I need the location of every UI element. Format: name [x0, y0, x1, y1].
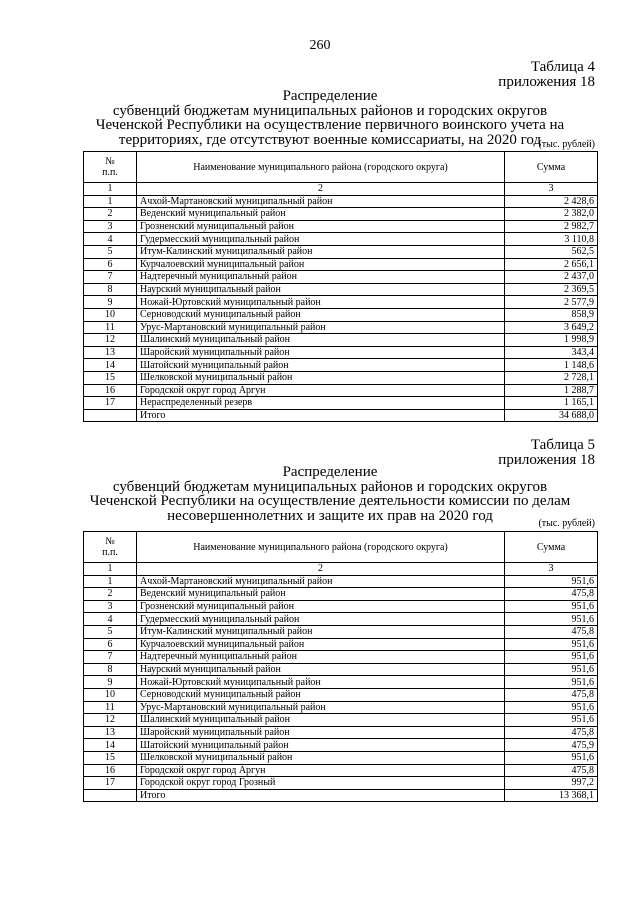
- table5: [83, 531, 598, 802]
- row-name: Городской округ город Аргун: [137, 764, 505, 777]
- row-name: Гудермесский муниципальный район: [137, 233, 505, 246]
- table-row: [84, 359, 598, 372]
- table4-header-row: [84, 152, 598, 183]
- row-number: 1: [84, 195, 137, 208]
- table5-caption: [498, 438, 595, 468]
- row-name: Серноводский муниципальный район: [137, 688, 505, 701]
- row-sum: 2 656,1: [505, 258, 598, 271]
- table-row: [84, 588, 598, 601]
- row-name: Ачхой-Мартановский муниципальный район: [137, 575, 505, 588]
- row-sum: 475,8: [505, 688, 598, 701]
- colnum: 2: [137, 563, 505, 576]
- table-row: [84, 651, 598, 664]
- row-number: 13: [84, 726, 137, 739]
- row-name: Грозненский муниципальный район: [137, 600, 505, 613]
- row-name: Курчалоевский муниципальный район: [137, 258, 505, 271]
- row-name: Веденский муниципальный район: [137, 208, 505, 221]
- table-row: [84, 195, 598, 208]
- row-number: 10: [84, 308, 137, 321]
- row-name: Шалинский муниципальный район: [137, 714, 505, 727]
- table4-header-sum: Сумма: [505, 152, 598, 183]
- table4-heading-line: Распределение: [282, 88, 378, 104]
- row-number: 9: [84, 296, 137, 309]
- colnum: 3: [505, 183, 598, 196]
- row-sum: 475,8: [505, 764, 598, 777]
- table-row: [84, 220, 598, 233]
- number-sign: №: [105, 156, 115, 167]
- row-name: Итум-Калинский муниципальный район: [137, 625, 505, 638]
- row-number: 14: [84, 359, 137, 372]
- total-empty-cell: [84, 409, 137, 422]
- row-number: 4: [84, 233, 137, 246]
- row-sum: 951,6: [505, 638, 598, 651]
- row-sum: 997,2: [505, 777, 598, 790]
- table-row: [84, 245, 598, 258]
- row-sum: 475,8: [505, 625, 598, 638]
- row-sum: 2 577,9: [505, 296, 598, 309]
- row-sum: 2 437,0: [505, 271, 598, 284]
- table4-colnum-row: [84, 183, 598, 196]
- colnum: 1: [84, 183, 137, 196]
- row-name: Городской округ город Грозный: [137, 777, 505, 790]
- number-abbr: п.п.: [102, 547, 118, 558]
- row-number: 11: [84, 321, 137, 334]
- row-name: Шаройский муниципальный район: [137, 726, 505, 739]
- table-row: [84, 676, 598, 689]
- colnum: 2: [137, 183, 505, 196]
- table-row: [84, 296, 598, 309]
- table5-heading-line: субвенций бюджетам муниципальных районов и городских округов: [112, 478, 548, 495]
- table5-header-row: [84, 532, 598, 563]
- row-name: Наурский муниципальный район: [137, 283, 505, 296]
- row-sum: 2 728,1: [505, 371, 598, 384]
- table4-heading-line: территориях, где отсутствуют военные комиссариаты, на 2020 год: [118, 131, 542, 148]
- table5-header-number: [84, 532, 137, 563]
- table-row: [84, 701, 598, 714]
- table-row: [84, 751, 598, 764]
- table4-caption: [498, 60, 595, 90]
- row-name: Надтеречный муниципальный район: [137, 271, 505, 284]
- row-number: 11: [84, 701, 137, 714]
- row-sum: 1 165,1: [505, 397, 598, 410]
- row-sum: 951,6: [505, 701, 598, 714]
- row-sum: 2 428,6: [505, 195, 598, 208]
- row-name: Ножай-Юртовский муниципальный район: [137, 296, 505, 309]
- row-number: 7: [84, 651, 137, 664]
- row-name: Надтеречный муниципальный район: [137, 651, 505, 664]
- total-empty-cell: [84, 789, 137, 802]
- row-number: 5: [84, 625, 137, 638]
- row-number: 2: [84, 588, 137, 601]
- row-number: 9: [84, 676, 137, 689]
- table-row: [84, 271, 598, 284]
- colnum: 3: [505, 563, 598, 576]
- row-sum: 951,6: [505, 714, 598, 727]
- table-row: [84, 739, 598, 752]
- table-row: [84, 777, 598, 790]
- row-number: 16: [84, 764, 137, 777]
- table-row: [84, 384, 598, 397]
- table5-heading-line: Распределение: [282, 464, 378, 480]
- row-name: Шаройский муниципальный район: [137, 346, 505, 359]
- row-number: 3: [84, 220, 137, 233]
- row-number: 6: [84, 258, 137, 271]
- row-sum: 3 649,2: [505, 321, 598, 334]
- row-number: 5: [84, 245, 137, 258]
- row-sum: 1 148,6: [505, 359, 598, 372]
- row-sum: 951,6: [505, 751, 598, 764]
- table5-header-sum: Сумма: [505, 532, 598, 563]
- row-sum: 1 998,9: [505, 334, 598, 347]
- row-name: Итум-Калинский муниципальный район: [137, 245, 505, 258]
- row-number: 15: [84, 371, 137, 384]
- row-name: Курчалоевский муниципальный район: [137, 638, 505, 651]
- row-name: Гудермесский муниципальный район: [137, 613, 505, 626]
- row-number: 17: [84, 777, 137, 790]
- table-row: [84, 233, 598, 246]
- table4-total-row: [84, 409, 598, 422]
- row-number: 12: [84, 714, 137, 727]
- row-number: 12: [84, 334, 137, 347]
- row-sum: 1 288,7: [505, 384, 598, 397]
- row-sum: 858,9: [505, 308, 598, 321]
- table4-header-number: [84, 152, 137, 183]
- table5-caption-appendix: приложения 18: [498, 452, 595, 468]
- row-sum: 951,6: [505, 600, 598, 613]
- table5-units: (тыс. рублей): [538, 518, 595, 529]
- table5-header-name: Наименование муниципального района (городского округа): [137, 532, 505, 563]
- table-row: [84, 371, 598, 384]
- row-name: Шатойский муниципальный район: [137, 359, 505, 372]
- row-sum: 475,8: [505, 588, 598, 601]
- table-row: [84, 258, 598, 271]
- row-number: 6: [84, 638, 137, 651]
- table-row: [84, 208, 598, 221]
- row-number: 16: [84, 384, 137, 397]
- table-row: [84, 283, 598, 296]
- row-number: 4: [84, 613, 137, 626]
- table-row: [84, 600, 598, 613]
- table-row: [84, 321, 598, 334]
- row-name: Нераспределенный резерв: [137, 397, 505, 410]
- table4-heading: [60, 89, 600, 147]
- table5-heading: [60, 465, 600, 523]
- total-sum: 34 688,0: [505, 409, 598, 422]
- row-number: 8: [84, 663, 137, 676]
- table5-colnum-row: [84, 563, 598, 576]
- row-sum: 2 982,7: [505, 220, 598, 233]
- table5-caption-title: Таблица 5: [530, 437, 595, 453]
- row-number: 13: [84, 346, 137, 359]
- row-sum: 951,6: [505, 651, 598, 664]
- row-name: Шелковской муниципальный район: [137, 751, 505, 764]
- row-sum: 951,6: [505, 676, 598, 689]
- table-row: [84, 575, 598, 588]
- row-name: Городской округ город Аргун: [137, 384, 505, 397]
- total-label: Итого: [137, 409, 505, 422]
- table4: [83, 151, 598, 422]
- row-number: 8: [84, 283, 137, 296]
- row-number: 10: [84, 688, 137, 701]
- row-sum: 3 110,8: [505, 233, 598, 246]
- number-abbr: п.п.: [102, 167, 118, 178]
- row-sum: 475,8: [505, 726, 598, 739]
- row-name: Грозненский муниципальный район: [137, 220, 505, 233]
- row-name: Веденский муниципальный район: [137, 588, 505, 601]
- row-number: 2: [84, 208, 137, 221]
- row-sum: 2 369,5: [505, 283, 598, 296]
- row-number: 14: [84, 739, 137, 752]
- total-sum: 13 368,1: [505, 789, 598, 802]
- row-name: Урус-Мартановский муниципальный район: [137, 701, 505, 714]
- table4-heading-line: субвенций бюджетам муниципальных районов и городских округов: [112, 102, 548, 119]
- row-name: Серноводский муниципальный район: [137, 308, 505, 321]
- table-row: [84, 714, 598, 727]
- row-number: 1: [84, 575, 137, 588]
- table5-total-row: [84, 789, 598, 802]
- row-sum: 2 382,0: [505, 208, 598, 221]
- row-name: Шелковской муниципальный район: [137, 371, 505, 384]
- table5-heading-line: несовершеннолетних и защите их прав на 2020 год: [167, 507, 493, 524]
- row-sum: 475,9: [505, 739, 598, 752]
- table-row: [84, 638, 598, 651]
- row-sum: 951,6: [505, 575, 598, 588]
- table-row: [84, 663, 598, 676]
- row-name: Ножай-Юртовский муниципальный район: [137, 676, 505, 689]
- table4-header-name: Наименование муниципального района (городского округа): [137, 152, 505, 183]
- page-number: 260: [309, 38, 331, 53]
- row-name: Урус-Мартановский муниципальный район: [137, 321, 505, 334]
- table-row: [84, 625, 598, 638]
- row-name: Наурский муниципальный район: [137, 663, 505, 676]
- row-number: 17: [84, 397, 137, 410]
- number-sign: №: [105, 536, 115, 547]
- table-row: [84, 397, 598, 410]
- table-row: [84, 613, 598, 626]
- row-name: Шалинский муниципальный район: [137, 334, 505, 347]
- table4-caption-appendix: приложения 18: [498, 74, 595, 90]
- total-label: Итого: [137, 789, 505, 802]
- table-row: [84, 726, 598, 739]
- row-number: 3: [84, 600, 137, 613]
- table-row: [84, 688, 598, 701]
- table-row: [84, 308, 598, 321]
- row-sum: 343,4: [505, 346, 598, 359]
- table-row: [84, 334, 598, 347]
- table-row: [84, 346, 598, 359]
- row-number: 15: [84, 751, 137, 764]
- row-name: Шатойский муниципальный район: [137, 739, 505, 752]
- table4-caption-title: Таблица 4: [530, 59, 595, 75]
- row-sum: 951,6: [505, 663, 598, 676]
- colnum: 1: [84, 563, 137, 576]
- row-name: Ачхой-Мартановский муниципальный район: [137, 195, 505, 208]
- row-sum: 562,5: [505, 245, 598, 258]
- table4-heading-line: Чеченской Республики на осуществление первичного воинского учета на: [95, 117, 565, 133]
- row-number: 7: [84, 271, 137, 284]
- table-row: [84, 764, 598, 777]
- row-sum: 951,6: [505, 613, 598, 626]
- table4-units: (тыс. рублей): [538, 139, 595, 150]
- table5-heading-line: Чеченской Республики на осуществление деятельности комиссии по делам: [89, 493, 571, 509]
